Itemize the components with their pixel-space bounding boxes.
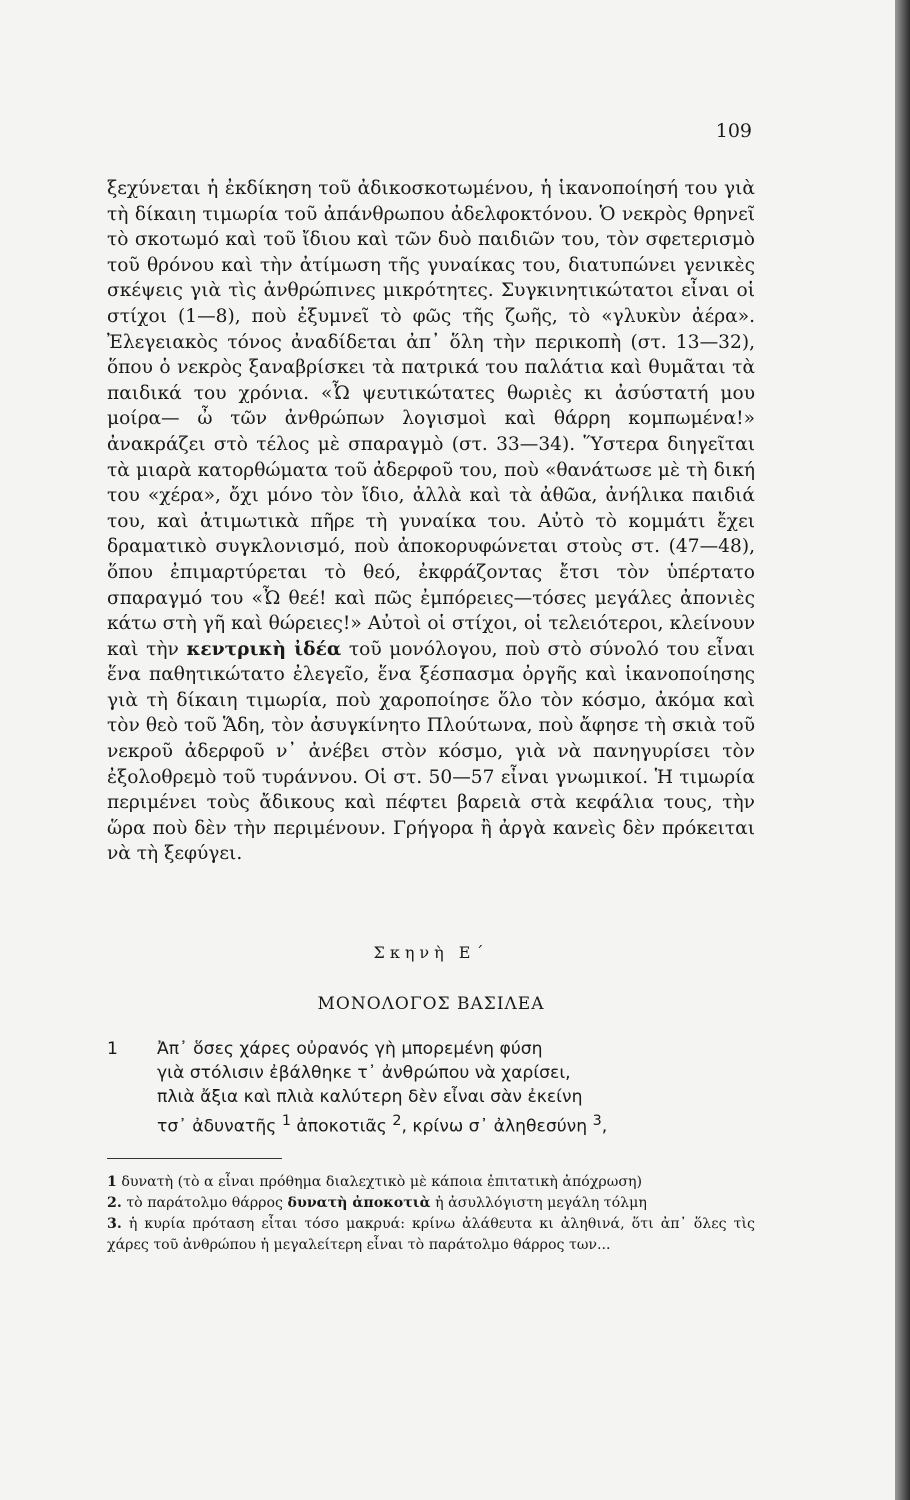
footnote-text: ἡ ἀσυλλόγιστη μεγάλη τόλμη (435, 1195, 647, 1211)
footnote-bold-text: δυνατὴ ἀποκοτιὰ (287, 1195, 431, 1211)
footnote-reference: 3 (592, 1113, 602, 1129)
commentary-text-part-1: ξεχύνεται ἡ ἐκδίκηση τοῦ ἀδικοσκοτωμένου, ἡ ἱκανοποίησή του γιὰ τὴ δίκαιη τιμωρία τοῦ ἀπάνθρωπου ἀδελφοκτόνου. Ὁ νεκρὸς θρηνεῖ τὸ σκοτωμό καὶ τοῦ ἴδιου καὶ τῶν δυὸ παιδιῶν του, τὸν σφετερισμὸ τοῦ θρόνου καὶ τὴν ἀτίμωση τῆς γυναίκας του, διατυπώνει γενικὲς σκέψεις γιὰ τὶς ἀνθρώπινες μικρότητες. Συγκινητικώτατοι εἶναι οἱ στίχοι (1—8), ποὺ ἐξυμνεῖ τὸ φῶς τῆς ζωῆς, τὸ «γλυκὺν ἀέρα». Ἐλεγειακὸς τόνος ἀναδίδεται ἀπ᾽ ὅλη τὴν περικοπὴ (στ. 13—32), ὅπου ὁ νεκρὸς ξαναβρίσκει τὰ πατρικά του παλάτια καὶ θυμᾶται τὰ παιδικά του χρόνια. «Ὦ ψευτικώτατες θωριὲς κι ἀσύστατή μου μοίρα— ὦ τῶν ἀνθρώπων λογισμοὶ καὶ θάρρη κομπωμένα!» ἀνακράζει στὸ τέλος μὲ σπαραγμὸ (στ. 33—34). Ὕστερα διηγεῖται τὰ μιαρὰ κατορθώματα τοῦ ἀδερφοῦ του, ποὺ «θανάτωσε μὲ τὴ δική του «χέρα», ὄχι μόνο τὸν ἴδιο, ἀλλὰ καὶ τὰ ἀθῶα, ἀνήλικα παιδιά του, καὶ ἀτιμωτικὰ πῆρε τὴ γυναίκα του. Αὐτὸ τὸ κομμάτι ἔχει δραματικὸ συγκλονισμό, ποὺ ἀποκορυφώνεται στοὺς στ. (47—48), ὅπου ἐπιμαρτύρεται τὸ θεό, ἐκφράζοντας ἔτσι τὸν ὑπέρτατο σπαραγμό του «Ὦ θεέ! καὶ πῶς ἐμπόρειες—τόσες μεγάλες ἀπονιὲς κάτω στὴ γῆ καὶ θώρειες!» Αὐτοὶ οἱ στίχοι, οἱ τελειότεροι, κλείνουν καὶ τὴν (107, 178, 755, 660)
verse-line (107, 1037, 755, 1061)
commentary-paragraph (107, 176, 755, 867)
verse-fragment: , (601, 1116, 608, 1137)
verse-line-text: πλιὰ ἄξια καὶ πλιὰ καλύτερη δὲν εἶναι σὰν ἐκείνη (157, 1087, 583, 1107)
footnote-marker: 2. (107, 1195, 122, 1211)
verse-fragment: , κρίνω σ᾽ ἀληθεσύνη (401, 1116, 588, 1137)
scene-title: ΜΟΝΟΛΟΓΟΣ ΒΑΣΙΛΕΑ (317, 994, 545, 1014)
verse-fragment: τσ᾽ ἀδυνατῆς (157, 1116, 277, 1137)
footnote-text: ἡ κυρία πρόταση εἶται τόσο μακρυά: κρίνω ἀλάθευτα κι ἀληθινά, ὅτι ἀπ᾽ ὅλες τὶς χάρες τοῦ ἀνθρώπου ἡ μεγαλείτερη εἶναι τὸ παράτολμο θάρρος των... (107, 1216, 755, 1253)
footnote-text: δυνατὴ (τὸ α εἶναι πρόθημα διαλεχτικὸ μὲ κάποια ἐπιτατικὴ ἀπόχρωση) (121, 1174, 643, 1190)
verse-line-text: γιὰ στόλισιν ἐβάλθηκε τ᾽ ἀνθρώπου νὰ χαρίσει, (157, 1063, 571, 1083)
footnote-reference: 1 (281, 1113, 291, 1129)
footnote (107, 1193, 755, 1214)
verse-line (107, 1085, 755, 1109)
verse-line-text: Ἀπ᾽ ὅσες χάρες οὐρανός γὴ μπορεμένη φύση (157, 1039, 543, 1059)
page-edge-shadow (895, 0, 910, 1500)
footnote-marker: 3. (107, 1216, 122, 1232)
verse-fragment: ἀποκοτιᾶς (296, 1116, 387, 1137)
commentary-text-part-2: τοῦ μονόλογου, ποὺ στὸ σύνολό του εἶναι ἕνα παθητικώτατο ἐλεγεῖο, ἕνα ξέσπασμα ὀργῆς καὶ ἱκανοποίησης γιὰ τὴ δίκαιη τιμωρία, ποὺ χαροποίησε ὅλο τὸν κόσμο, ἀκόμα καὶ τὸν θεὸ τοῦ Ἅδη, τὸν ἀσυγκίνητο Πλούτωνα, ποὺ ἄφησε τὴ σκιὰ τοῦ νεκροῦ ἀδερφοῦ ν᾽ ἀνέβει στὸν κόσμο, γιὰ νὰ πανηγυρίσει τὸν ἐξολοθρεμὸ τοῦ τυράννου. Οἱ στ. 50—57 εἶναι γνωμικοί. Ἡ τιμωρία περιμένει τοὺς ἄδικους καὶ πέφτει βαρειὰ στὰ κεφάλια τους, τὴν ὥρα ποὺ δὲν τὴν περιμένουν. Γρήγορα ἢ ἀργὰ κανεὶς δὲν πρόκειται νὰ τὴ ξεφύγει. (107, 638, 755, 865)
verse-line (107, 1061, 755, 1085)
commentary-bold-phrase: κεντρικὴ ἰδέα (186, 638, 342, 660)
footnotes (107, 1172, 755, 1256)
footnote-reference: 2 (392, 1113, 402, 1129)
footnote (107, 1214, 755, 1256)
scene-label: Σκηνὴ Ε΄ (373, 943, 489, 962)
verse-number: 1 (107, 1039, 118, 1059)
verse-line (107, 1109, 755, 1137)
verse-line-text (157, 1109, 607, 1139)
footnote-rule (107, 1158, 282, 1159)
footnote (107, 1172, 755, 1193)
page-number: 109 (715, 120, 752, 142)
verse-block (107, 1037, 755, 1137)
footnote-marker: 1 (107, 1174, 117, 1190)
footnote-text: τὸ παράτολμο θάρρος (126, 1195, 284, 1211)
